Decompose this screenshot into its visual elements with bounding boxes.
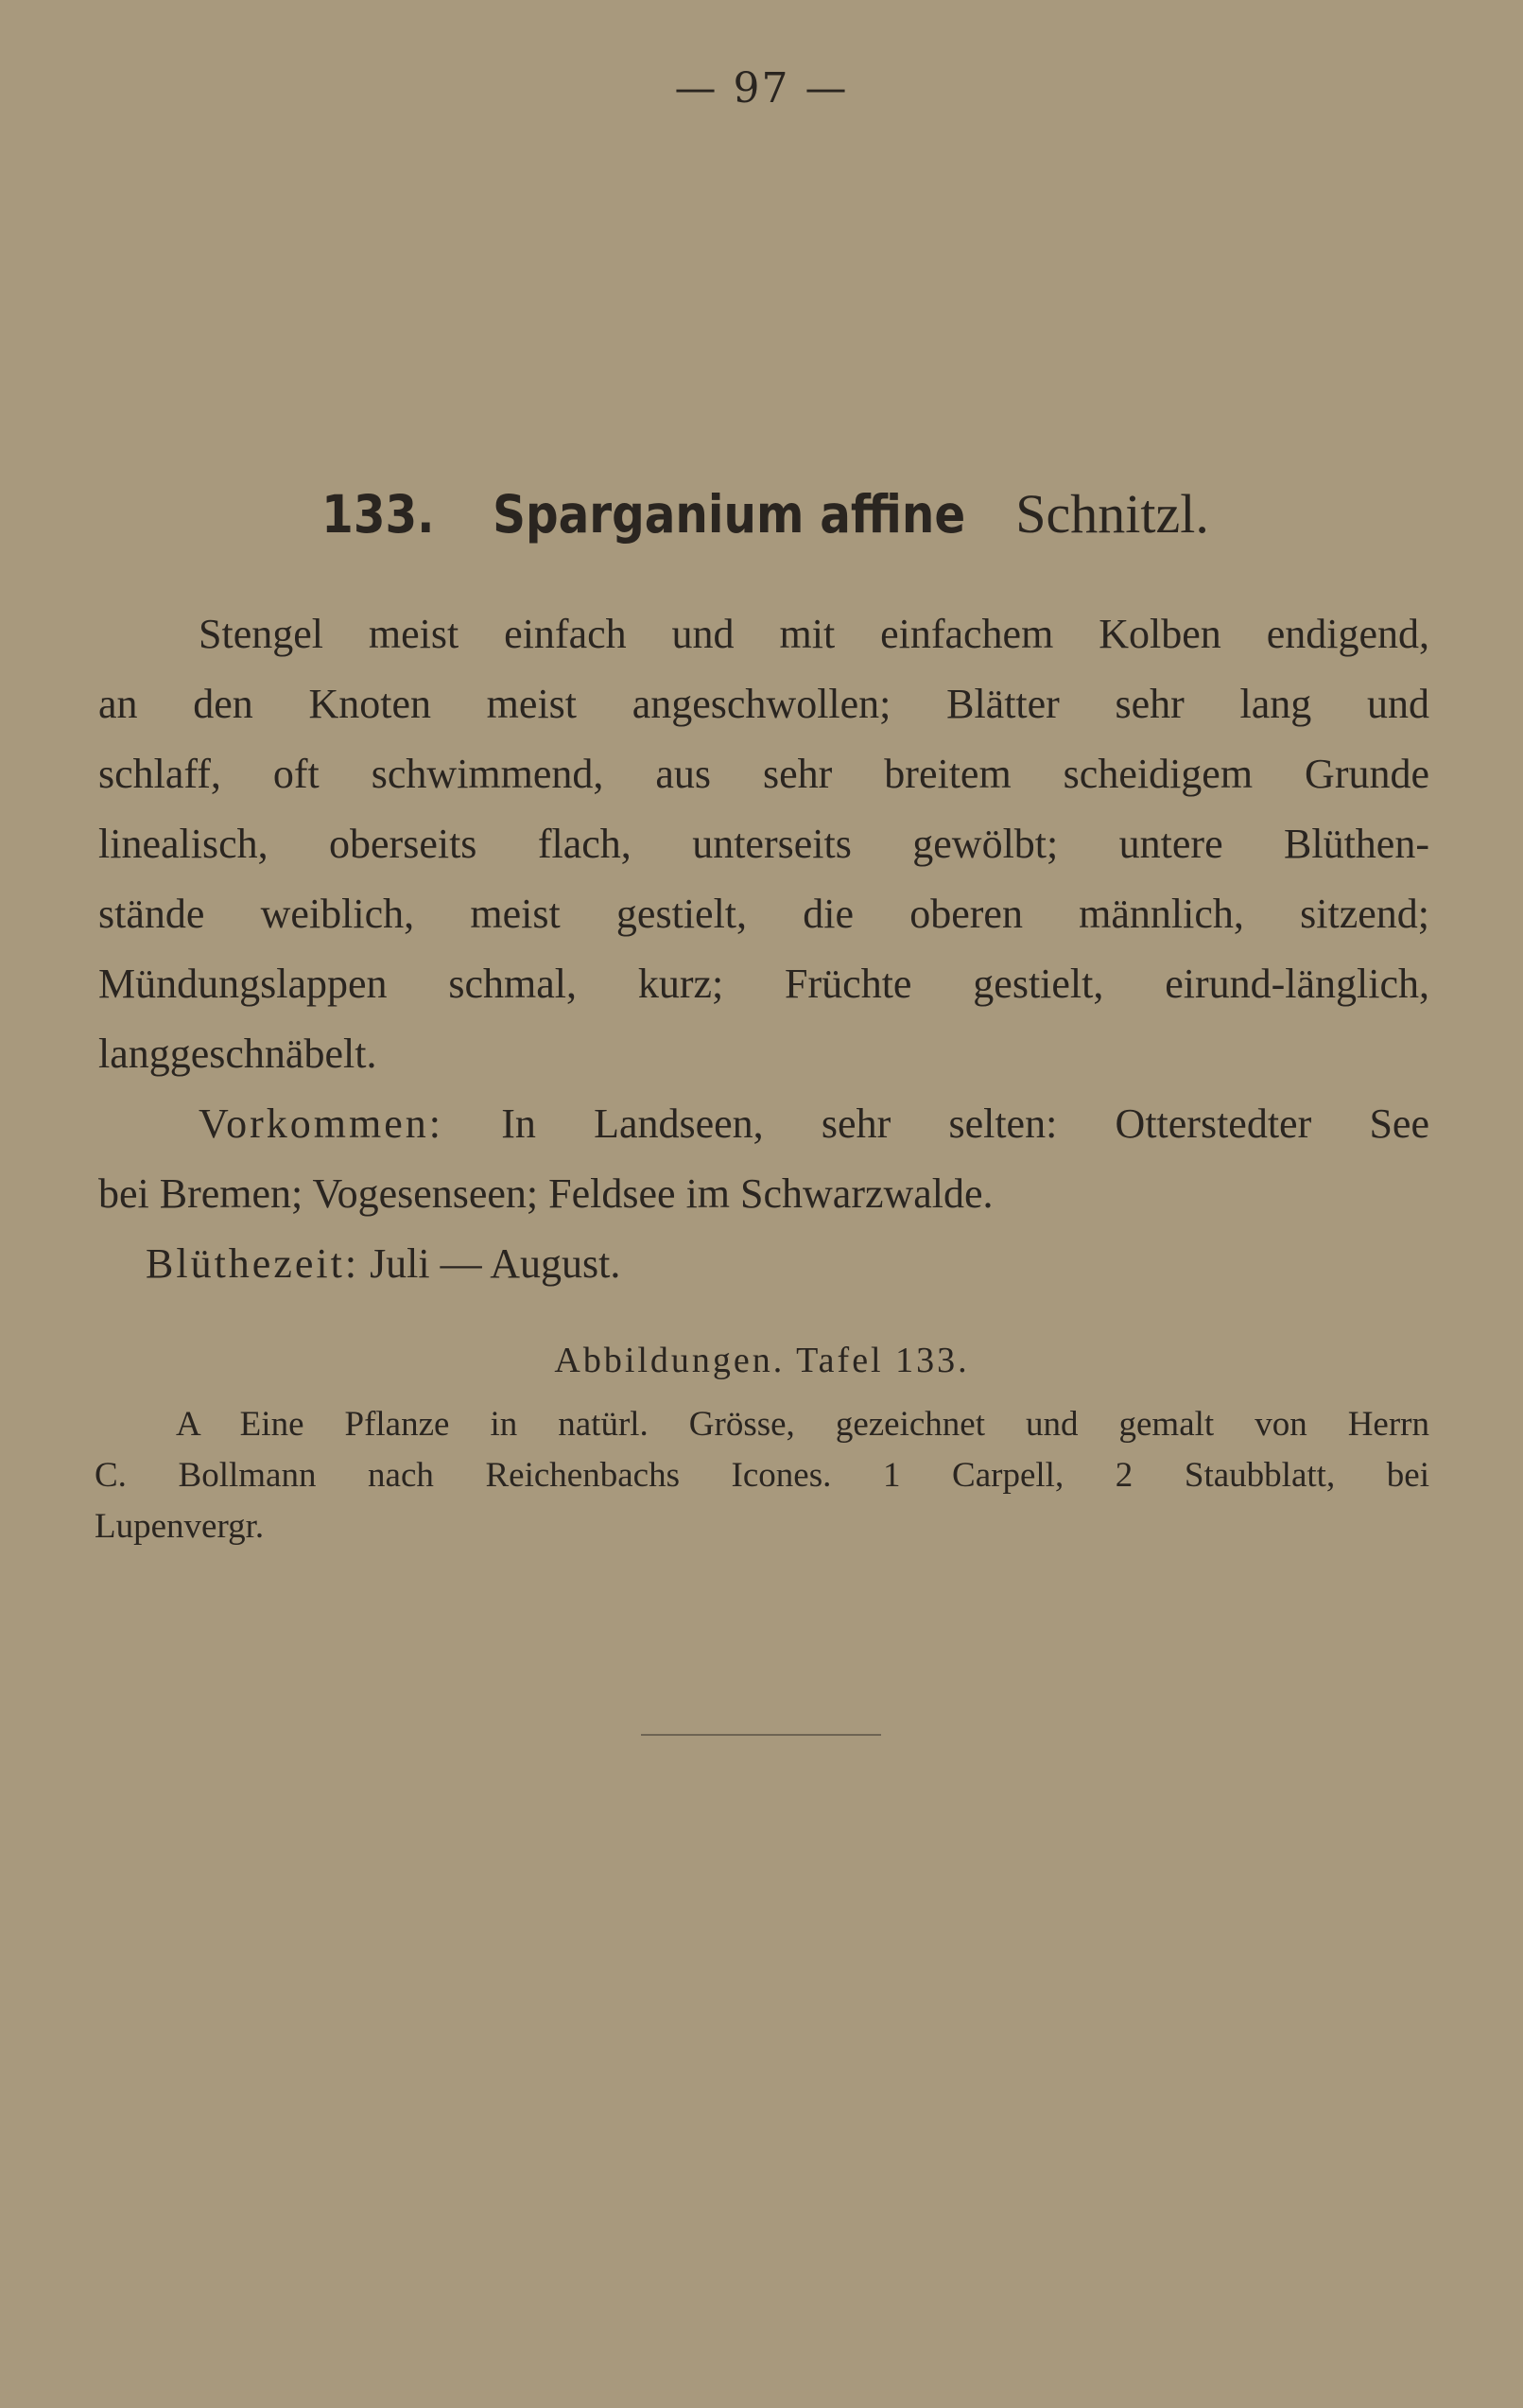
figure-caption-heading: Abbildungen. Tafel 133. xyxy=(554,1341,970,1380)
description-line: Mündungslappen schmal, kurz; Früchte gestielt, eirund-länglich, xyxy=(98,961,1429,1007)
flowering-text: Juli — August. xyxy=(370,1240,621,1287)
caption-line: A Eine Pflanze in natürl. Grösse, gezeichnet und gemalt von Herrn xyxy=(176,1405,1429,1444)
species-description xyxy=(98,599,1429,1299)
occurrence-line: bei Bremen; Vogesenseen; Feldsee im Schwarzwalde. xyxy=(98,1170,994,1217)
flowering-line xyxy=(98,1229,1429,1299)
occurrence-label: Vorkommen: xyxy=(199,1100,443,1147)
species-number: 133. xyxy=(321,484,435,545)
description-line: schlaff, oft schwimmend, aus sehr breitem scheidigem Grunde xyxy=(98,751,1429,797)
figure-caption xyxy=(95,1335,1429,1552)
caption-line: Lupenvergr. xyxy=(95,1507,265,1546)
page-number: — 97 — xyxy=(674,64,849,113)
description-line: linealisch, oberseits flach, unterseits gewölbt; untere Blüthen- xyxy=(98,821,1429,867)
caption-line: C. Bollmann nach Reichenbachs Icones. 1 Carpell, 2 Staubblatt, bei xyxy=(95,1456,1429,1495)
species-author: Schnitzl. xyxy=(1015,483,1209,545)
description-line: an den Knoten meist angeschwollen; Blätter sehr lang und xyxy=(98,681,1429,727)
description-line: stände weiblich, meist gestielt, die oberen männlich, sitzend; xyxy=(98,891,1429,937)
occurrence-line xyxy=(98,1089,1429,1159)
section-divider xyxy=(641,1734,881,1736)
species-heading xyxy=(0,480,1523,546)
occurrence-text: In Landseen, sehr selten: Otterstedter See xyxy=(501,1100,1429,1147)
description-line: Stengel meist einfach und mit einfachem Kolben endigend, xyxy=(199,611,1429,657)
species-name: Sparganium affine xyxy=(493,484,966,545)
flowering-label: Blüthezeit: xyxy=(146,1240,360,1287)
description-line: langgeschnäbelt. xyxy=(98,1031,377,1077)
